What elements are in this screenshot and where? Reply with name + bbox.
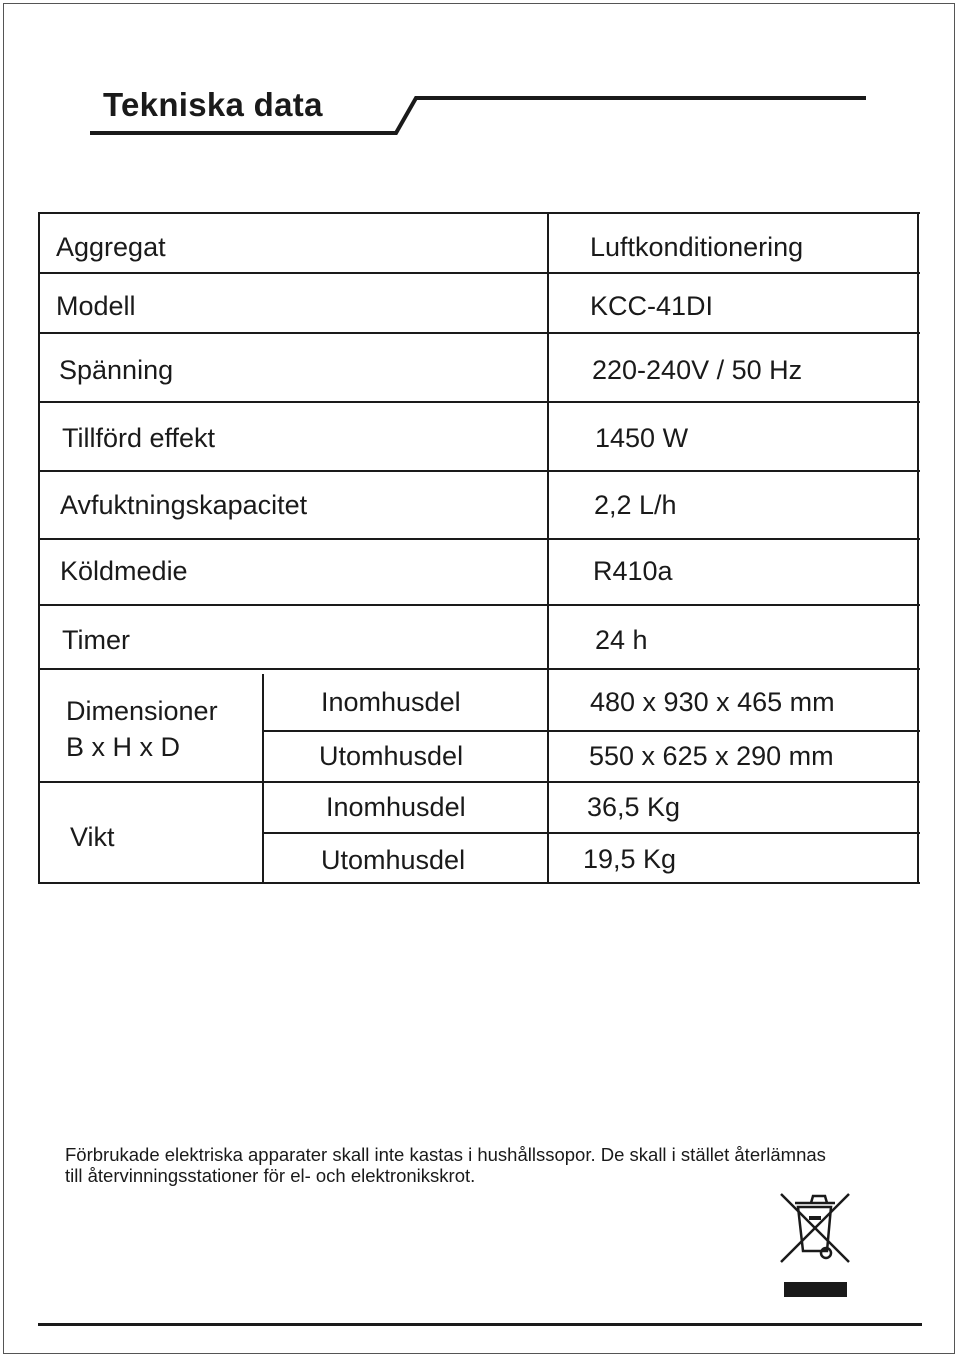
label-vikt: Vikt	[70, 822, 115, 852]
crossed-out-wheelie-bin-icon	[773, 1188, 858, 1300]
weight-indoor-value: 36,5 Kg	[587, 792, 681, 822]
label-koldmedie: Köldmedie	[60, 556, 188, 586]
title-underline	[0, 0, 960, 150]
value-spanning: 220-240V / 50 Hz	[592, 355, 803, 385]
label-timer: Timer	[62, 625, 130, 655]
value-tillford-effekt: 1450 W	[595, 423, 689, 453]
label-aggregat: Aggregat	[56, 232, 166, 262]
value-modell: KCC-41DI	[590, 291, 714, 321]
value-koldmedie: R410a	[593, 556, 673, 586]
label-dimensioner: Dimensioner	[66, 696, 218, 726]
label-spanning: Spänning	[59, 355, 174, 385]
dimensions-indoor-value: 480 x 930 x 465 mm	[590, 687, 835, 717]
dimensions-indoor-label: Inomhusdel	[321, 687, 461, 717]
value-aggregat: Luftkonditionering	[590, 232, 804, 262]
label-bxhxd: B x H x D	[66, 732, 181, 762]
disposal-notice-line-2: till återvinningsstationer för el- och elektronikskrot.	[65, 1165, 476, 1186]
label-tillford-effekt: Tillförd effekt	[62, 423, 216, 453]
disposal-notice	[65, 1144, 905, 1186]
weight-indoor-label: Inomhusdel	[326, 792, 466, 822]
weight-outdoor-value: 19,5 Kg	[583, 844, 677, 874]
value-timer: 24 h	[595, 625, 648, 655]
dimensions-outdoor-label: Utomhusdel	[319, 741, 464, 771]
label-avfuktningskapacitet: Avfuktningskapacitet	[60, 490, 308, 520]
spec-table	[38, 212, 920, 884]
bottom-rule	[38, 1323, 922, 1326]
disposal-notice-line-1: Förbrukade elektriska apparater skall inte kastas i hushållssopor. De skall i stället återlämnas	[65, 1144, 826, 1165]
spec-table-grid	[38, 212, 920, 884]
dimensions-outdoor-value: 550 x 625 x 290 mm	[589, 741, 834, 771]
value-avfuktningskapacitet: 2,2 L/h	[594, 490, 677, 520]
page-title: Tekniska data	[103, 86, 323, 123]
weight-outdoor-label: Utomhusdel	[321, 845, 466, 875]
label-modell: Modell	[56, 291, 136, 321]
